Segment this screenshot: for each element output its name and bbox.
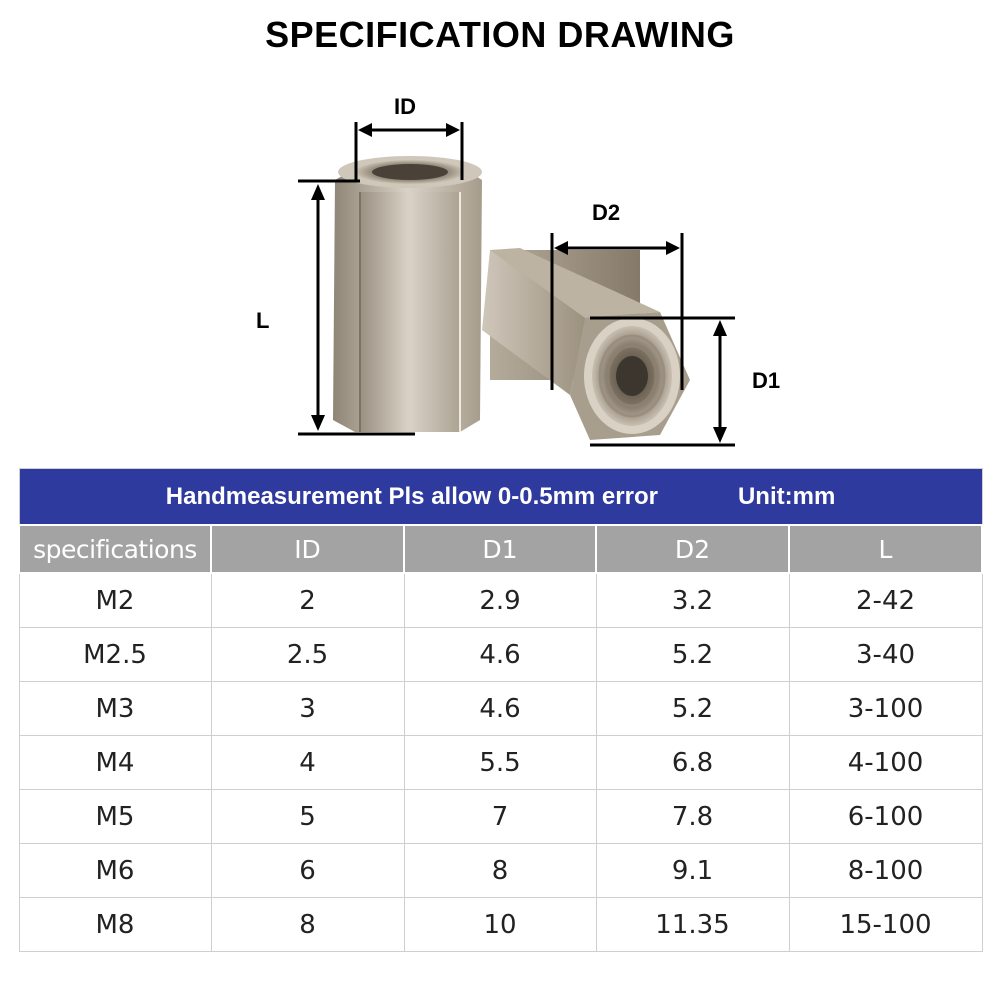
table-row bbox=[19, 628, 982, 682]
table-row bbox=[19, 736, 982, 790]
l-cell: 8-100 bbox=[789, 844, 982, 898]
lying-nut bbox=[482, 248, 690, 440]
l-cell: 3-40 bbox=[789, 628, 982, 682]
d1-cell: 2.9 bbox=[404, 573, 596, 628]
l-cell: 6-100 bbox=[789, 790, 982, 844]
spec-cell: M8 bbox=[19, 898, 211, 952]
spec-cell: M2 bbox=[19, 573, 211, 628]
d1-cell: 10 bbox=[404, 898, 596, 952]
d1-dimension-label: D1 bbox=[752, 368, 781, 393]
column-header-d2: D2 bbox=[596, 525, 789, 573]
l-dimension-label: L bbox=[256, 308, 270, 333]
spec-cell: M2.5 bbox=[19, 628, 211, 682]
table-row bbox=[19, 790, 982, 844]
column-header-specifications: specifications bbox=[19, 525, 211, 573]
l-cell: 15-100 bbox=[789, 898, 982, 952]
specification-table bbox=[18, 468, 983, 952]
d1-cell: 7 bbox=[404, 790, 596, 844]
spec-cell: M3 bbox=[19, 682, 211, 736]
table-header-row bbox=[19, 525, 982, 573]
d2-cell: 5.2 bbox=[596, 628, 789, 682]
d1-cell: 4.6 bbox=[404, 628, 596, 682]
id-cell: 5 bbox=[211, 790, 404, 844]
id-cell: 2 bbox=[211, 573, 404, 628]
id-cell: 2.5 bbox=[211, 628, 404, 682]
id-cell: 8 bbox=[211, 898, 404, 952]
id-cell: 6 bbox=[211, 844, 404, 898]
id-cell: 3 bbox=[211, 682, 404, 736]
standing-nut bbox=[333, 156, 482, 432]
table-banner bbox=[19, 469, 982, 526]
page-title: SPECIFICATION DRAWING bbox=[265, 14, 735, 55]
spec-cell: M5 bbox=[19, 790, 211, 844]
id-dimension-label: ID bbox=[394, 94, 416, 119]
d2-cell: 11.35 bbox=[596, 898, 789, 952]
d1-cell: 4.6 bbox=[404, 682, 596, 736]
measurement-note: Handmeasurement Pls allow 0-0.5mm error bbox=[165, 482, 658, 510]
d2-dimension-label: D2 bbox=[592, 200, 621, 225]
l-cell: 3-100 bbox=[789, 682, 982, 736]
d2-cell: 3.2 bbox=[596, 573, 789, 628]
table-row bbox=[19, 898, 982, 952]
table-row bbox=[19, 844, 982, 898]
spec-cell: M4 bbox=[19, 736, 211, 790]
id-cell: 4 bbox=[211, 736, 404, 790]
l-cell: 2-42 bbox=[789, 573, 982, 628]
column-header-d1: D1 bbox=[404, 525, 596, 573]
column-header-id: ID bbox=[211, 525, 404, 573]
specification-drawing bbox=[0, 80, 1000, 460]
l-cell: 4-100 bbox=[789, 736, 982, 790]
d2-cell: 6.8 bbox=[596, 736, 789, 790]
table-row bbox=[19, 573, 982, 628]
spec-cell: M6 bbox=[19, 844, 211, 898]
d1-cell: 5.5 bbox=[404, 736, 596, 790]
column-header-l: L bbox=[789, 525, 982, 573]
d2-cell: 5.2 bbox=[596, 682, 789, 736]
table-row bbox=[19, 682, 982, 736]
d2-cell: 7.8 bbox=[596, 790, 789, 844]
coupling-nut-illustration bbox=[0, 80, 1000, 460]
d1-cell: 8 bbox=[404, 844, 596, 898]
table-banner-row bbox=[19, 469, 982, 526]
unit-note: Unit:mm bbox=[737, 482, 836, 510]
d2-cell: 9.1 bbox=[596, 844, 789, 898]
